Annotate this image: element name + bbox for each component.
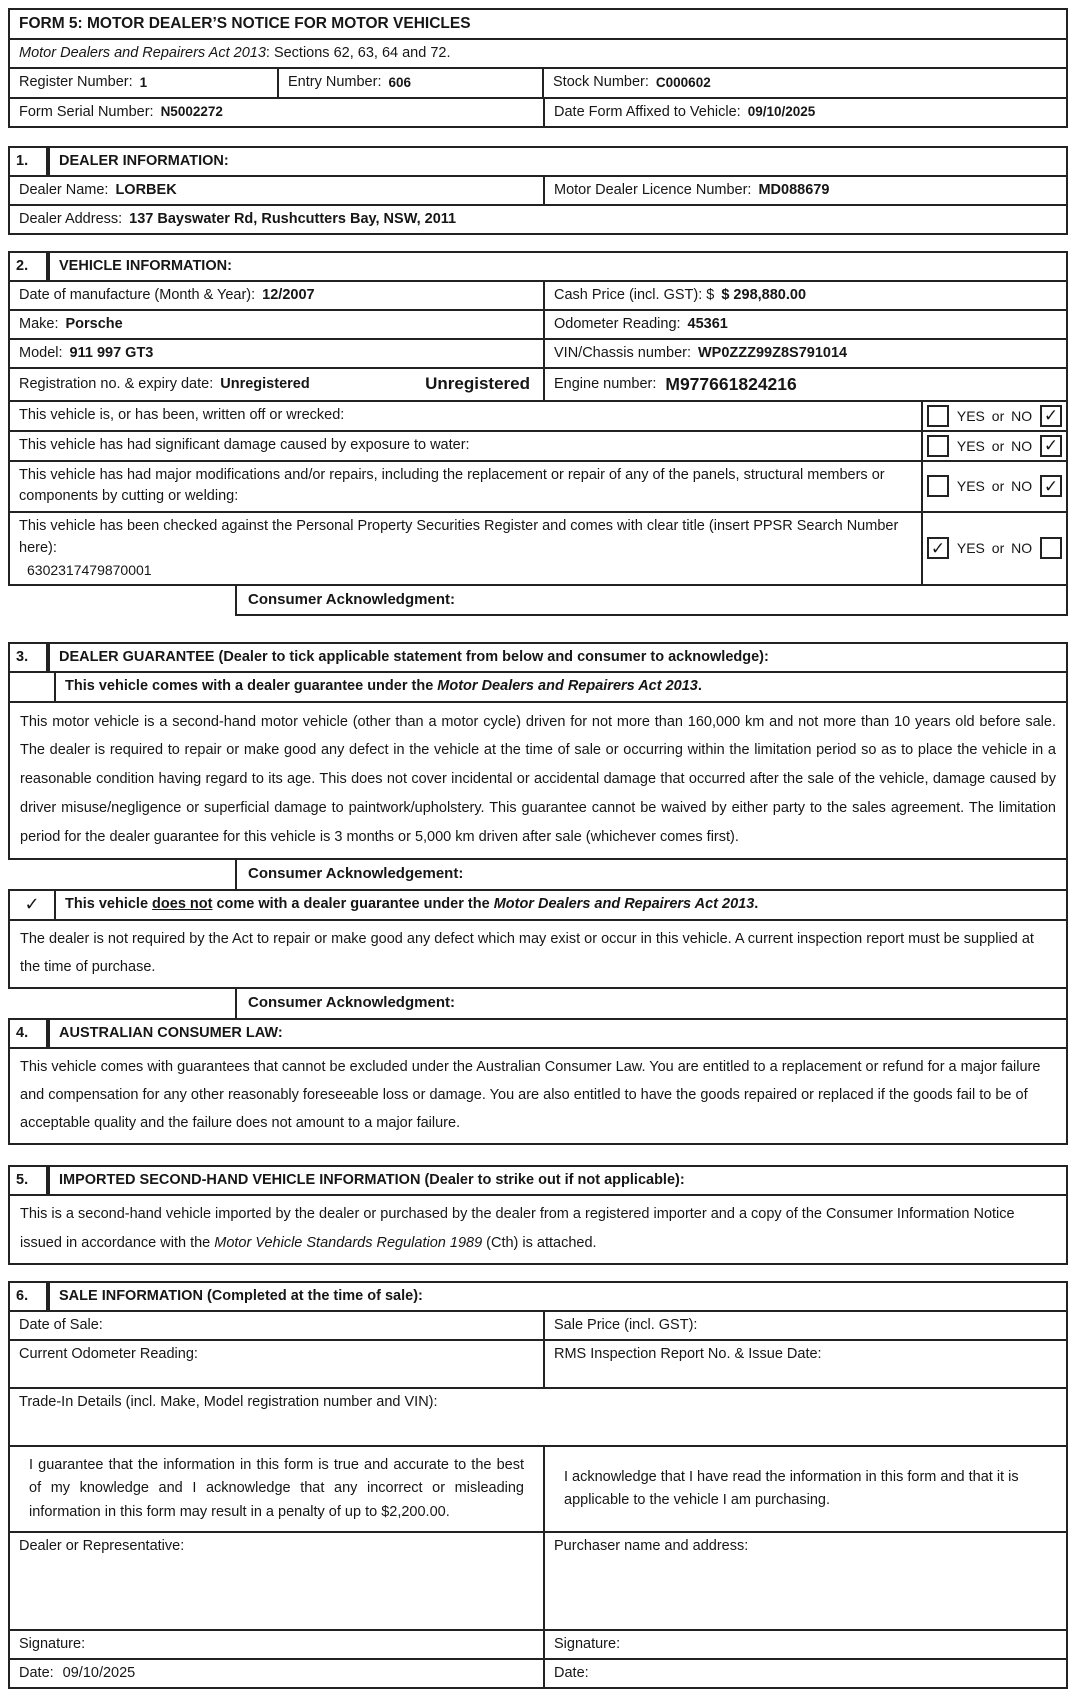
ppsr-checkzone: [923, 513, 1066, 584]
form-serial-number-value: N5002272: [160, 104, 223, 120]
form-serial-number-field: Form Serial Number: N5002272: [10, 99, 543, 126]
cash-price-field: Cash Price (incl. GST): $ $ 298,880.00: [543, 282, 1066, 309]
guarantee-without-body-row: [10, 919, 1066, 988]
yes-or-no-label: YES or NO: [956, 437, 1033, 454]
odometer-rms-row: [10, 1339, 1066, 1387]
make-value: Porsche: [65, 315, 123, 332]
consumer-acknowledgment-box-3: Consumer Acknowledgment:: [235, 987, 1068, 1020]
section2-heading: VEHICLE INFORMATION:: [48, 253, 1066, 280]
current-odometer-field: Current Odometer Reading:: [19, 1345, 198, 1362]
dates-row: [10, 1658, 1066, 1687]
section1-heading: DEALER INFORMATION:: [48, 148, 1066, 175]
written-off-row: [10, 400, 1066, 430]
ppsr-search-number: 6302317479870001: [27, 561, 152, 578]
dealer-address-row: [10, 204, 1066, 233]
dealer-licence-field: Motor Dealer Licence Number: MD088679: [543, 177, 1066, 204]
section3-heading: DEALER GUARANTEE (Dealer to tick applicable statement from below and consumer to acknowledge):: [48, 644, 1066, 671]
act-name: Motor Dealers and Repairers Act 2013: [437, 678, 698, 695]
vehicle-information-section: [8, 251, 1068, 586]
section5-number: 5.: [10, 1167, 48, 1194]
no-guarantee-block: [8, 889, 1068, 989]
dealer-date-value: 09/10/2025: [62, 1665, 136, 1682]
tradein-details-field: Trade-In Details (incl. Make, Model registration number and VIN):: [19, 1393, 438, 1410]
purchaser-name-field: Purchaser name and address:: [543, 1533, 1066, 1629]
stock-number-value: C000602: [655, 75, 711, 91]
written-off-yes-checkbox[interactable]: [927, 405, 949, 427]
section4-header: [10, 1020, 1066, 1047]
ppsr-statement: This vehicle has been checked against the Personal Property Securities Register and comes with clear title (insert PPSR Search Number here): 6302317479870001: [10, 513, 923, 584]
dealer-guarantee-section: [8, 642, 1068, 860]
model-value: 911 997 GT3: [69, 344, 154, 361]
title-row: [10, 10, 1066, 38]
ppsr-yes-checkbox[interactable]: ✓: [927, 537, 949, 559]
register-number-value: 1: [139, 75, 148, 91]
odometer-value: 45361: [687, 315, 728, 332]
guarantee-without-statement: This vehicle does not come with a dealer guarantee under the Motor Dealers and Repairers Act 2013.: [65, 895, 759, 912]
dealer-representative-field: Dealer or Representative:: [19, 1538, 185, 1555]
dealer-date-field: Date: 09/10/2025: [10, 1660, 543, 1687]
acl-body: This vehicle comes with guarantees that cannot be excluded under the Australian Consumer Law. You are entitled to a replacement or refund for a major failure and compensation for any other reasonably foreseeable loss or damage. You are also entitled to have the goods repaired or replaced if the goods fail to be of acceptable quality and the failure does not amount to a major failure.: [20, 1058, 1041, 1132]
section6-number: 6.: [10, 1283, 48, 1310]
act-name: Motor Dealers and Repairers Act 2013: [493, 895, 755, 912]
make-odometer-row: [10, 309, 1066, 338]
section6-heading: SALE INFORMATION (Completed at the time of sale):: [48, 1283, 1066, 1310]
cash-price-value: $ 298,880.00: [721, 286, 807, 303]
tradein-row: [10, 1387, 1066, 1445]
declarations-row: [10, 1445, 1066, 1531]
sale-information-section: [8, 1281, 1068, 1690]
water-damage-checkzone: [923, 432, 1066, 460]
acl-body-row: [10, 1047, 1066, 1144]
vin-value: WP0ZZZ99Z8S791014: [698, 344, 848, 361]
registration-value: Unregistered: [220, 375, 310, 392]
form-header-block: [8, 8, 1068, 128]
purchaser-declaration-cell: [543, 1447, 1066, 1531]
does-not-emphasis: does not: [152, 895, 213, 912]
registration-status-stamp: Unregistered: [425, 373, 530, 393]
guarantee-without-option-row: [10, 891, 1066, 919]
section4-heading: AUSTRALIAN CONSUMER LAW:: [48, 1020, 1066, 1047]
entry-number-value: 606: [388, 75, 412, 91]
date-of-manufacture-field: Date of manufacture (Month & Year): 12/2007: [10, 282, 543, 309]
written-off-statement: This vehicle is, or has been, written off or wrecked:: [10, 402, 923, 430]
dealer-name-row: [10, 175, 1066, 204]
odometer-field: Odometer Reading: 45361: [543, 311, 1066, 338]
section5-header: [10, 1167, 1066, 1194]
section3-header: [10, 644, 1066, 671]
yes-or-no-label: YES or NO: [956, 540, 1033, 557]
yes-or-no-label: YES or NO: [956, 407, 1033, 424]
date-of-sale-field: Date of Sale:: [19, 1316, 103, 1333]
dealer-declaration-cell: [10, 1447, 543, 1531]
australian-consumer-law-section: [8, 1018, 1068, 1146]
dealer-declaration-text: I guarantee that the information in this form is true and accurate to the best of my knowledge and I acknowledge that any incorrect or misleading information in this form may result in a penalty of up to $2,200.00.: [29, 1456, 524, 1520]
modifications-checkzone: [923, 462, 1066, 512]
model-vin-row: [10, 338, 1066, 367]
section1-header: [10, 148, 1066, 175]
regulation-name: Motor Vehicle Standards Regulation 1989: [214, 1234, 483, 1251]
dealer-information-section: [8, 146, 1068, 235]
section6-header: [10, 1283, 1066, 1310]
form-title: FORM 5: MOTOR DEALER’S NOTICE FOR MOTOR VEHICLES: [19, 15, 471, 32]
imported-body-row: [10, 1194, 1066, 1263]
date-affixed-value: 09/10/2025: [747, 104, 816, 120]
section4-number: 4.: [10, 1020, 48, 1047]
dealer-licence-value: MD088679: [758, 181, 830, 198]
section3-number: 3.: [10, 644, 48, 671]
engine-number-value: M977661824216: [665, 373, 797, 394]
purchaser-declaration-text: I acknowledge that I have read the information in this form and that it is applicable to the vehicle I am purchasing.: [564, 1468, 1019, 1509]
consumer-acknowledgment-box-1: Consumer Acknowledgment:: [235, 584, 1068, 617]
guarantee-with-statement: This vehicle comes with a dealer guarantee under the Motor Dealers and Repairers Act 2013.: [65, 678, 702, 695]
modifications-yes-checkbox[interactable]: [927, 475, 949, 497]
consumer-acknowledgement-box-2: Consumer Acknowledgement:: [235, 858, 1068, 891]
section5-heading: IMPORTED SECOND-HAND VEHICLE INFORMATION (Dealer to strike out if not applicable):: [48, 1167, 1066, 1194]
dealer-address-value: 137 Bayswater Rd, Rushcutters Bay, NSW, 2011: [129, 210, 457, 227]
water-damage-yes-checkbox[interactable]: [927, 435, 949, 457]
dealer-name-value: LORBEK: [115, 181, 177, 198]
section2-header: [10, 253, 1066, 280]
imported-vehicle-section: [8, 1165, 1068, 1265]
entry-number-field: Entry Number: 606: [277, 69, 542, 96]
guarantee-without-checkbox[interactable]: ✓: [10, 891, 56, 919]
ppsr-row: [10, 511, 1066, 584]
register-entry-stock-row: [10, 67, 1066, 96]
guarantee-with-body: This motor vehicle is a second-hand motor vehicle (other than a motor cycle) driven for not more than 160,000 km and not more than 10 years old before sale. The dealer is required to repair or make good any defect in the vehicle at the time of sale or occurring within the limitation period so as to place the vehicle in a reasonable condition having regard to its age. This does not cover incidental or accidental damage that occurred after the sale of the vehicle, damage caused by driver misuse/negligence or superficial damage to paintwork/upholstery. This guarantee cannot be waived by either party to the sales agreement. The limitation period for the dealer guarantee for this vehicle is 3 months or 5,000 km driven after sale (whichever comes first).: [20, 713, 1056, 845]
act-sections: : Sections 62, 63, 64 and 72.: [265, 45, 451, 62]
sale-price-field: Sale Price (incl. GST):: [543, 1312, 1066, 1339]
water-damage-statement: This vehicle has had significant damage caused by exposure to water:: [10, 432, 923, 460]
guarantee-with-option-row: [10, 671, 1066, 701]
sale-date-price-row: [10, 1310, 1066, 1339]
yes-or-no-label: YES or NO: [956, 478, 1033, 495]
register-number-field: Register Number: 1: [10, 69, 277, 96]
act-name: Motor Dealers and Repairers Act 2013: [19, 45, 266, 62]
serial-affixed-row: [10, 97, 1066, 126]
rms-inspection-field: RMS Inspection Report No. & Issue Date:: [543, 1341, 1066, 1387]
modifications-row: [10, 460, 1066, 512]
dealer-address-field: Dealer Address: 137 Bayswater Rd, Rushcutters Bay, NSW, 2011: [10, 206, 1066, 233]
purchaser-signature-field: Signature:: [543, 1631, 1066, 1658]
signatures-row: [10, 1629, 1066, 1658]
written-off-checkzone: [923, 402, 1066, 430]
water-damage-no-checkbox[interactable]: ✓: [1040, 435, 1062, 457]
engine-number-field: Engine number: M977661824216: [543, 369, 1066, 400]
dealer-name-field: Dealer Name: LORBEK: [10, 177, 543, 204]
act-reference: [10, 40, 1066, 67]
manufacture-price-row: [10, 280, 1066, 309]
date-of-manufacture-value: 12/2007: [262, 286, 315, 303]
guarantee-without-body: The dealer is not required by the Act to repair or make good any defect which may exist or occur in this vehicle. A current inspection report must be supplied at the time of purchase.: [20, 930, 1034, 975]
modifications-statement: This vehicle has had major modifications and/or repairs, including the replacement or repair of any of the panels, structural members or components by cutting or welding:: [10, 462, 923, 512]
section1-number: 1.: [10, 148, 48, 175]
guarantee-with-checkbox[interactable]: [10, 673, 56, 701]
imported-body: This is a second-hand vehicle imported by the dealer or purchased by the dealer from a registered importer and a copy of the Consumer Information Notice issued in accordance with the Motor Vehicle Standards Regulation 1989 (Cth) is attached.: [20, 1206, 1015, 1251]
date-affixed-field: Date Form Affixed to Vehicle: 09/10/2025: [543, 99, 1066, 126]
representative-purchaser-row: [10, 1531, 1066, 1629]
modifications-no-checkbox[interactable]: ✓: [1040, 475, 1062, 497]
section2-number: 2.: [10, 253, 48, 280]
ppsr-no-checkbox[interactable]: [1040, 537, 1062, 559]
dealer-signature-field: Signature:: [19, 1636, 86, 1653]
registration-field: Registration no. & expiry date: Unregistered Unregistered: [10, 369, 543, 400]
make-field: Make: Porsche: [10, 311, 543, 338]
registration-engine-row: [10, 367, 1066, 400]
purchaser-date-field: Date:: [543, 1660, 1066, 1687]
act-row: [10, 38, 1066, 67]
vin-field: VIN/Chassis number: WP0ZZZ99Z8S791014: [543, 340, 1066, 367]
stock-number-field: Stock Number: C000602: [542, 69, 1066, 96]
model-field: Model: 911 997 GT3: [10, 340, 543, 367]
water-damage-row: [10, 430, 1066, 460]
written-off-no-checkbox[interactable]: ✓: [1040, 405, 1062, 427]
guarantee-with-body-row: [10, 701, 1066, 859]
